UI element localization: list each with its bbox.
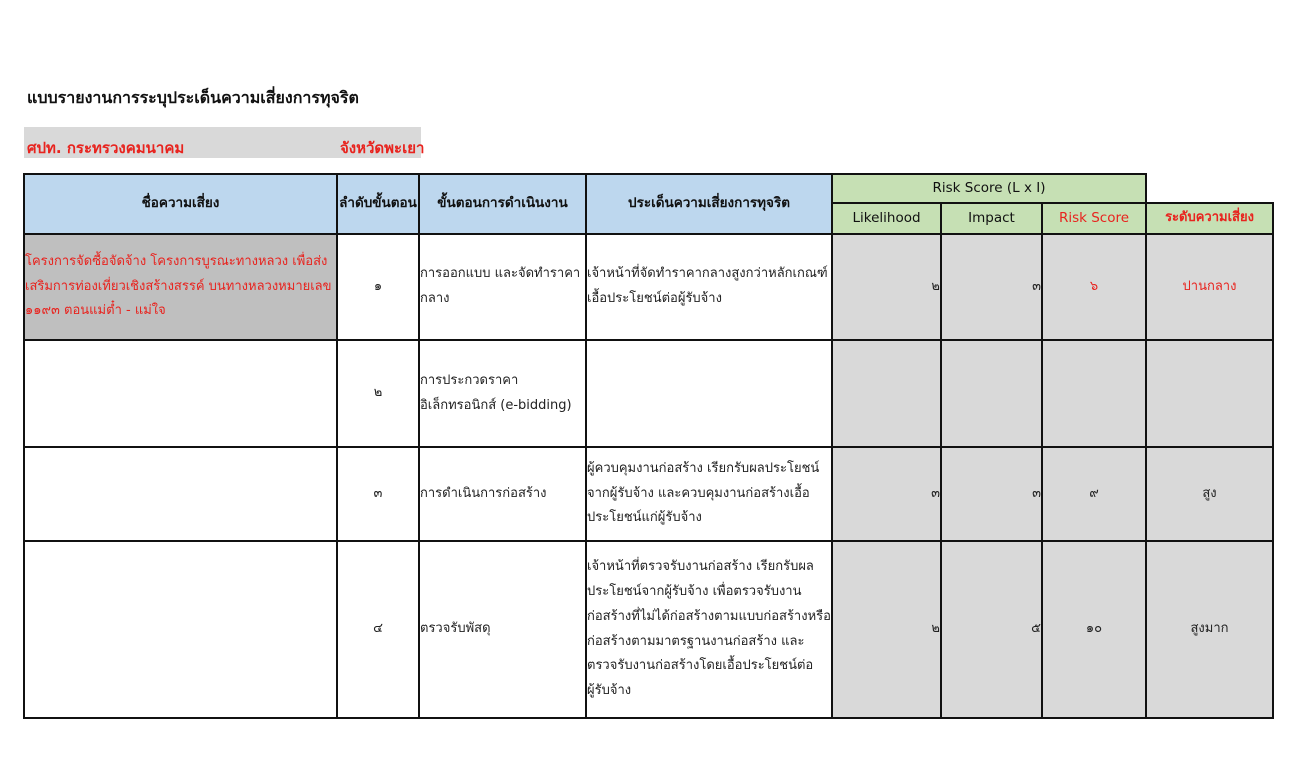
- impact-value: ๓: [941, 447, 1042, 541]
- impact-value: ๕: [941, 541, 1042, 718]
- likelihood-value: [832, 340, 941, 447]
- risk-issue: [586, 340, 832, 447]
- risk-name-empty: [24, 541, 337, 718]
- step-description: การดำเนินการก่อสร้าง: [419, 447, 586, 541]
- risk-score-value: [1042, 340, 1146, 447]
- risk-issue: เจ้าหน้าที่ตรวจรับงานก่อสร้าง เรียกรับผลประโยชน์จากผู้รับจ้าง เพื่อตรวจรับงานก่อสร้างที่ไม่ได้ก่อสร้างตามแบบก่อสร้างหรือก่อสร้างตามมาตรฐานงานก่อสร้าง และตรวจรับงานก่อสร้างโดยเอื้อประโยชน์ต่อผู้รับจ้าง: [586, 541, 832, 718]
- risk-score-value: ๖: [1042, 234, 1146, 340]
- impact-value: ๓: [941, 234, 1042, 340]
- table-row: [24, 234, 1273, 340]
- table-row: [24, 447, 1273, 541]
- step-description: การออกแบบ และจัดทำราคากลาง: [419, 234, 586, 340]
- risk-name-cell: โครงการจัดซื้อจัดจ้าง โครงการบูรณะทางหลวง เพื่อส่งเสริมการท่องเที่ยวเชิงสร้างสรรค์ บนทางหลวงหมายเลข ๑๑๙๓ ตอนแม่ต๋ำ - แม่ใจ: [24, 234, 337, 340]
- header-step: ขั้นตอนการดำเนินงาน: [419, 174, 586, 234]
- report-title: แบบรายงานการระบุประเด็นความเสี่ยงการทุจริต: [27, 88, 359, 107]
- step-description: ตรวจรับพัสดุ: [419, 541, 586, 718]
- risk-score-value: ๑๐: [1042, 541, 1146, 718]
- risk-level-value: สูงมาก: [1146, 541, 1273, 718]
- likelihood-value: ๓: [832, 447, 941, 541]
- header-step-no: ลำดับขั้นตอน: [337, 174, 419, 234]
- risk-issue: เจ้าหน้าที่จัดทำราคากลางสูงกว่าหลักเกณฑ์ เอื้อประโยชน์ต่อผู้รับจ้าง: [586, 234, 832, 340]
- header-risk-score-group: Risk Score (L x I): [832, 174, 1146, 203]
- header-impact: Impact: [941, 203, 1042, 234]
- table-row: [24, 541, 1273, 718]
- step-number: ๑: [337, 234, 419, 340]
- risk-name-empty: [24, 447, 337, 541]
- risk-level-value: ปานกลาง: [1146, 234, 1273, 340]
- risk-level-value: สูง: [1146, 447, 1273, 541]
- impact-value: [941, 340, 1042, 447]
- header-risk-name: ชื่อความเสี่ยง: [24, 174, 337, 234]
- step-number: ๔: [337, 541, 419, 718]
- province-name: จังหวัดพะเยา: [340, 139, 425, 157]
- header-risk-level: ระดับความเสี่ยง: [1146, 203, 1273, 234]
- header-issue: ประเด็นความเสี่ยงการทุจริต: [586, 174, 832, 234]
- risk-score-value: ๙: [1042, 447, 1146, 541]
- risk-table: [23, 173, 1274, 719]
- header-risk-score: Risk Score: [1042, 203, 1146, 234]
- agency-name: ศปท. กระทรวงคมนาคม: [27, 139, 185, 157]
- risk-level-value: [1146, 340, 1273, 447]
- step-description: การประกวดราคาอิเล็กทรอนิกส์ (e-bidding): [419, 340, 586, 447]
- likelihood-value: ๒: [832, 541, 941, 718]
- table-row: [24, 340, 1273, 447]
- risk-issue: ผู้ควบคุมงานก่อสร้าง เรียกรับผลประโยชน์จากผู้รับจ้าง และควบคุมงานก่อสร้างเอื้อประโยชน์แก่ผู้รับจ้าง: [586, 447, 832, 541]
- step-number: ๒: [337, 340, 419, 447]
- likelihood-value: ๒: [832, 234, 941, 340]
- risk-name-empty: [24, 340, 337, 447]
- header-blank: [1146, 174, 1273, 203]
- step-number: ๓: [337, 447, 419, 541]
- header-likelihood: Likelihood: [832, 203, 941, 234]
